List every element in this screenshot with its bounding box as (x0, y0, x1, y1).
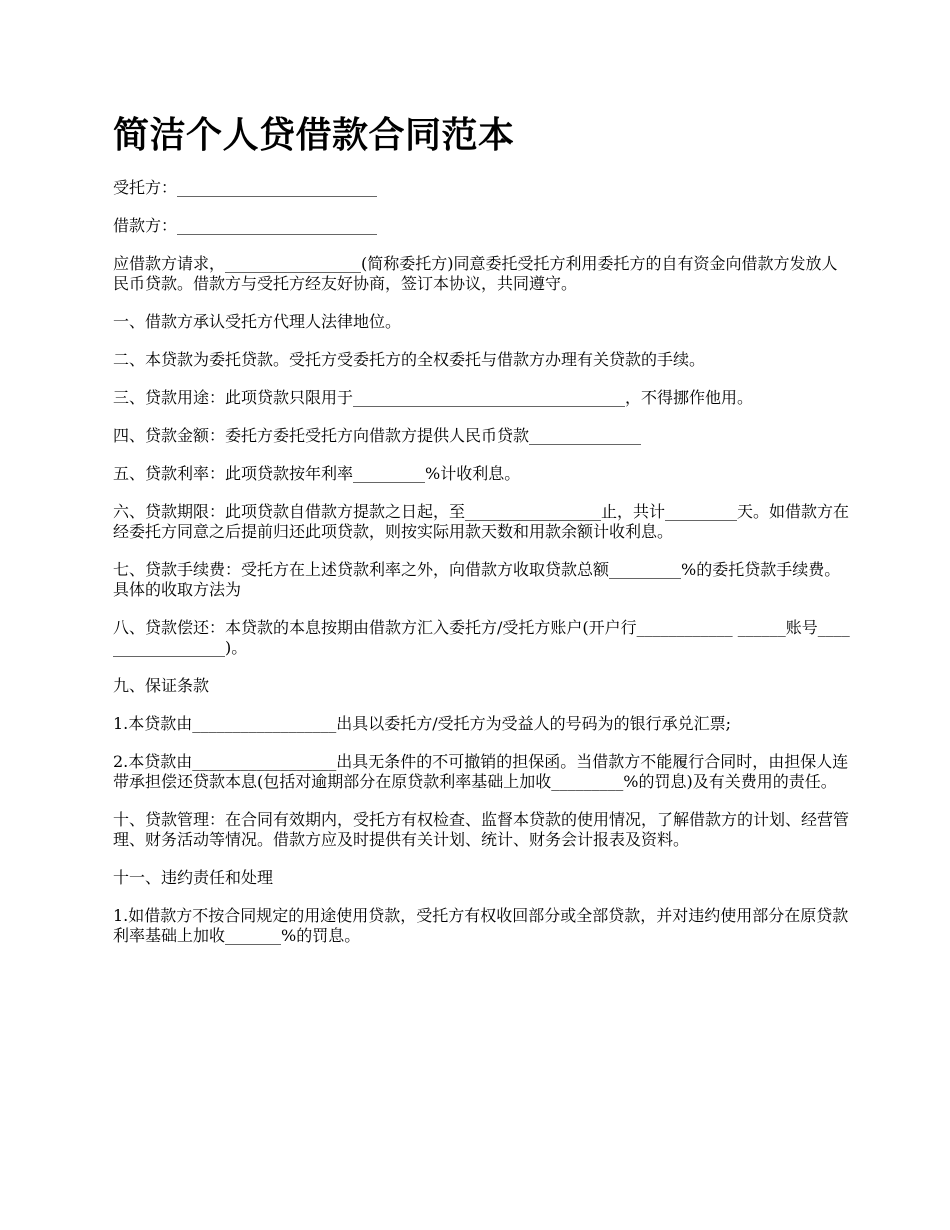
clause-9-heading: 九、保证条款 (113, 676, 210, 695)
paragraph-trustee: 受托方：_________________________ (113, 178, 378, 197)
clause-8: 八、贷款偿还：本贷款的本息按期由借款方汇入委托方/受托方账户(开户行____________ ______账号__________________)。 (113, 618, 850, 657)
page-title: 简洁个人贷借款合同范本 (113, 115, 515, 156)
clause-5: 五、贷款利率：此项贷款按年利率_________%计收利息。 (113, 464, 521, 483)
clause-4: 四、贷款金额：委托方委托受托方向借款方提供人民币贷款______________ (113, 426, 642, 445)
clause-1: 一、借款方承认受托方代理人法律地位。 (113, 312, 402, 331)
clause-11-heading: 十一、违约责任和处理 (113, 868, 274, 887)
clause-10: 十、贷款管理：在合同有效期内，受托方有权检查、监督本贷款的使用情况，了解借款方的计划、经营管理、财务活动等情况。借款方应及时提供有关计划、统计、财务会计报表及资料。 (113, 810, 850, 849)
clause-9-item-1: 1.本贷款由__________________出具以委托方/受托方为受益人的号码为的银行承兑汇票; (113, 714, 732, 733)
clause-11-item-1: 1.如借款方不按合同规定的用途使用贷款，受托方有权收回部分或全部贷款，并对违约使用部分在原贷款利率基础上加收_______%的罚息。 (113, 906, 849, 945)
document-page (113, 112, 853, 964)
clause-6: 六、贷款期限：此项贷款自借款方提款之日起，至_________________止，共计_________天。如借款方在经委托方同意之后提前归还此项贷款，则按实际用款天数和用款余额计收利息。 (113, 502, 850, 541)
clause-7: 七、贷款手续费：受托方在上述贷款利率之外，向借款方收取贷款总额_________%的委托贷款手续费。具体的收取方法为 (113, 560, 841, 599)
paragraph-borrower: 借款方：_________________________ (113, 216, 378, 235)
clause-2: 二、本贷款为委托贷款。受托方受委托方的全权委托与借款方办理有关贷款的手续。 (113, 350, 706, 369)
clause-3: 三、贷款用途：此项贷款只限用于__________________________________，不得挪作他用。 (113, 388, 754, 407)
paragraph-preamble: 应借款方请求，_________________(简称委托方)同意委托受托方利用委托方的自有资金向借款方发放人民币贷款。借款方与受托方经友好协商，签订本协议，共同遵守。 (113, 254, 838, 293)
clause-9-item-2: 2.本贷款由__________________出具无条件的不可撤销的担保函。当借款方不能履行合同时，由担保人连带承担偿还贷款本息(包括对逾期部分在原贷款利率基础上加收_________%的罚息)及有关费用的责任。 (113, 752, 849, 791)
